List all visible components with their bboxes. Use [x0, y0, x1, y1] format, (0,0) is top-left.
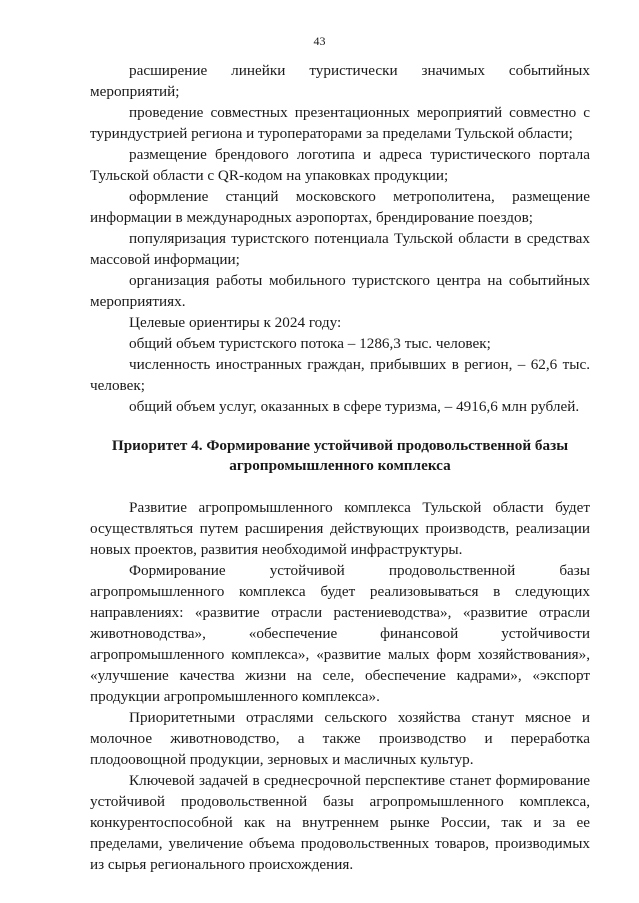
section-heading-line: агропромышленного комплекса — [229, 457, 451, 474]
paragraph: Формирование устойчивой продовольственной базы агропромышленного комплекса будет реализовываться в следующих направлениях: «развитие отрасли растениеводства», «развитие отрасли животноводства», «обеспечение финансовой устойчивости агропромышленного комплекса», «развитие малых форм хозяйствования», «улучшение качества жизни на селе, обеспечение кадрами», «экспорт продукции агропромышленного комплекса». — [90, 562, 590, 705]
paragraph: оформление станций московского метрополитена, размещение информации в международных аэропортах, брендирование поездов; — [90, 188, 590, 226]
paragraph: популяризация туристского потенциала Тульской области в средствах массовой информации; — [90, 230, 590, 268]
paragraph: Приоритетными отраслями сельского хозяйства станут мясное и молочное животноводство, а также производство и переработка плодоовощной продукции, зерновых и масличных культур. — [90, 709, 590, 768]
paragraph: Ключевой задачей в среднесрочной перспективе станет формирование устойчивой продовольственной базы агропромышленного комплекса, конкурентоспособной как на внутреннем рынке России, так и за ее пределами, увеличение объема продовольственных товаров, производимых из сырья регионального происхождения. — [90, 772, 590, 873]
paragraph: размещение брендового логотипа и адреса туристического портала Тульской области с QR-кодом на упаковках продукции; — [90, 146, 590, 184]
paragraph: расширение линейки туристически значимых событийных мероприятий; — [90, 62, 590, 100]
document-body — [90, 60, 590, 875]
section-heading-line: Приоритет 4. Формирование устойчивой продовольственной базы — [111, 437, 569, 454]
target-item: общий объем туристского потока – 1286,3 тыс. человек; — [129, 335, 491, 352]
target-item: численность иностранных граждан, прибывших в регион, – 62,6 тыс. человек; — [90, 356, 590, 394]
page-number: 43 — [313, 34, 326, 48]
target-item: общий объем услуг, оказанных в сфере туризма, – 4916,6 млн рублей. — [129, 398, 580, 415]
tourism-measures-section — [90, 60, 590, 417]
priority4-section — [90, 497, 590, 875]
paragraph: организация работы мобильного туристского центра на событийных мероприятиях. — [90, 272, 590, 310]
section-heading — [90, 436, 590, 476]
targets-heading: Целевые ориентиры к 2024 году: — [129, 314, 342, 331]
paragraph: Развитие агропромышленного комплекса Тульской области будет осуществляться путем расширения действующих производств, реализации новых проектов, развития необходимой инфраструктуры. — [90, 499, 590, 558]
paragraph: проведение совместных презентационных мероприятий совместно с туриндустрией региона и туроператорами за пределами Тульской области; — [90, 104, 590, 142]
